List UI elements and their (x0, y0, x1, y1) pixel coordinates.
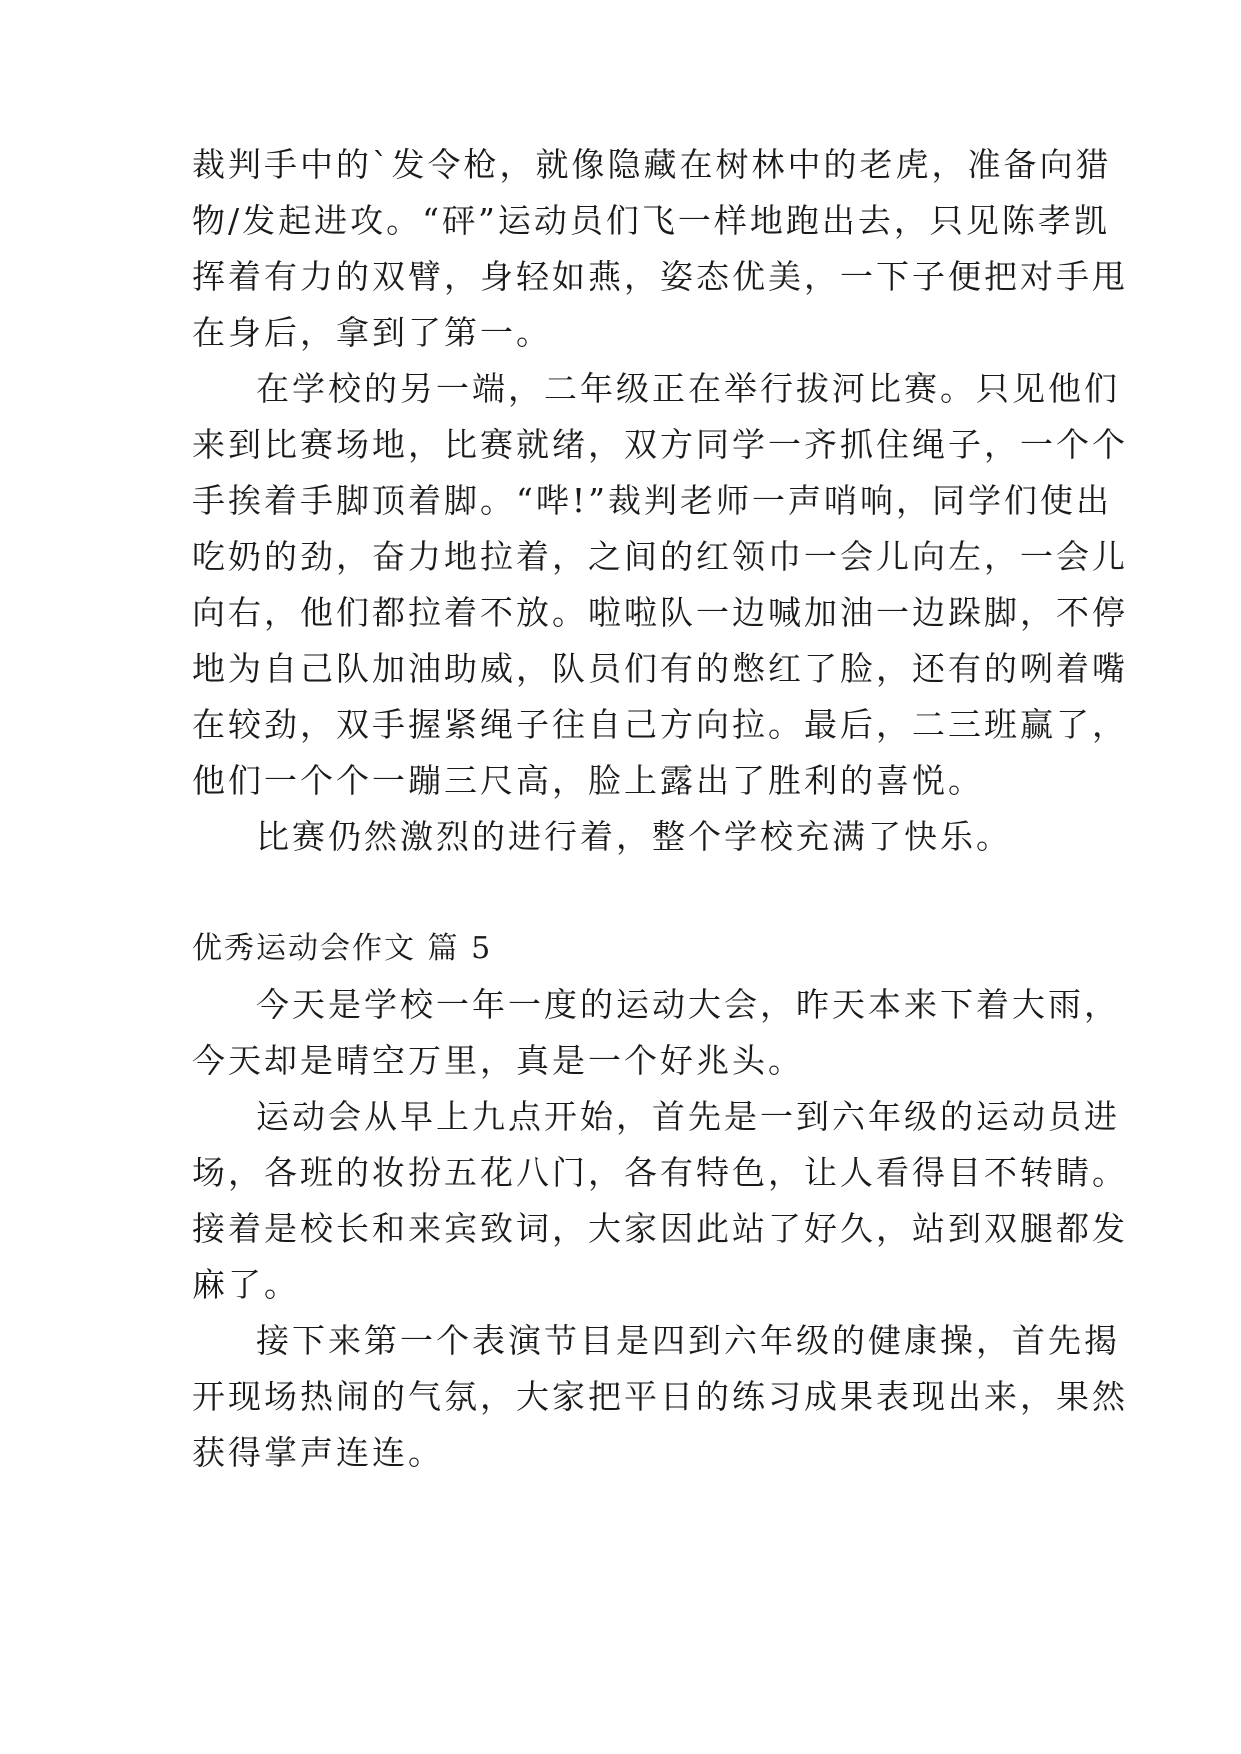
paragraph-line: 接着是校长和来宾致词，大家因此站了好久，站到双腿都发 (192, 1209, 1128, 1248)
paragraph-line: 开现场热闹的气氛，大家把平日的练习成果表现出来，果然 (192, 1377, 1128, 1416)
paragraph-line: 接下来第一个表演节目是四到六年级的健康操，首先揭 (256, 1321, 1120, 1360)
paragraph-line: 比赛仍然激烈的进行着，整个学校充满了快乐。 (256, 817, 1012, 856)
paragraph-line: 场，各班的妆扮五花八门，各有特色，让人看得目不转睛。 (192, 1153, 1128, 1192)
paragraph-line: 物/发起进攻。“砰”运动员们飞一样地跑出去，只见陈孝凯 (192, 201, 1110, 240)
paragraph-line: 在身后，拿到了第一。 (192, 313, 552, 352)
paragraph-line: 今天却是晴空万里，真是一个好兆头。 (192, 1041, 804, 1080)
paragraph-line: 在较劲，双手握紧绳子往自己方向拉。最后，二三班赢了， (192, 705, 1128, 744)
paragraph-line: 运动会从早上九点开始，首先是一到六年级的运动员进 (256, 1097, 1120, 1136)
paragraph-line: 在学校的另一端，二年级正在举行拔河比赛。只见他们 (256, 369, 1120, 408)
paragraph-line: 裁判手中的`发令枪，就像隐藏在树林中的老虎，准备向猎 (192, 145, 1112, 184)
paragraph-line: 向右，他们都拉着不放。啦啦队一边喊加油一边跺脚，不停 (192, 593, 1128, 632)
paragraph-line: 吃奶的劲，奋力地拉着，之间的红领巾一会儿向左，一会儿 (192, 537, 1128, 576)
paragraph-line: 地为自己队加油助威，队员们有的憋红了脸，还有的咧着嘴 (192, 649, 1128, 688)
paragraph-line: 今天是学校一年一度的运动大会，昨天本来下着大雨， (256, 985, 1120, 1024)
paragraph-line: 麻了。 (192, 1265, 300, 1304)
paragraph-line: 挥着有力的双臂，身轻如燕，姿态优美，一下子便把对手甩 (192, 257, 1128, 296)
paragraph-line: 来到比赛场地，比赛就绪，双方同学一齐抓住绳子，一个个 (192, 425, 1128, 464)
paragraph-line: 手挨着手脚顶着脚。“哔!”裁判老师一声哨响，同学们使出 (192, 481, 1113, 520)
paragraph-line: 他们一个个一蹦三尺高，脸上露出了胜利的喜悦。 (192, 761, 984, 800)
section-heading: 优秀运动会作文 篇 5 (192, 931, 493, 966)
paragraph-line: 获得掌声连连。 (192, 1433, 444, 1472)
